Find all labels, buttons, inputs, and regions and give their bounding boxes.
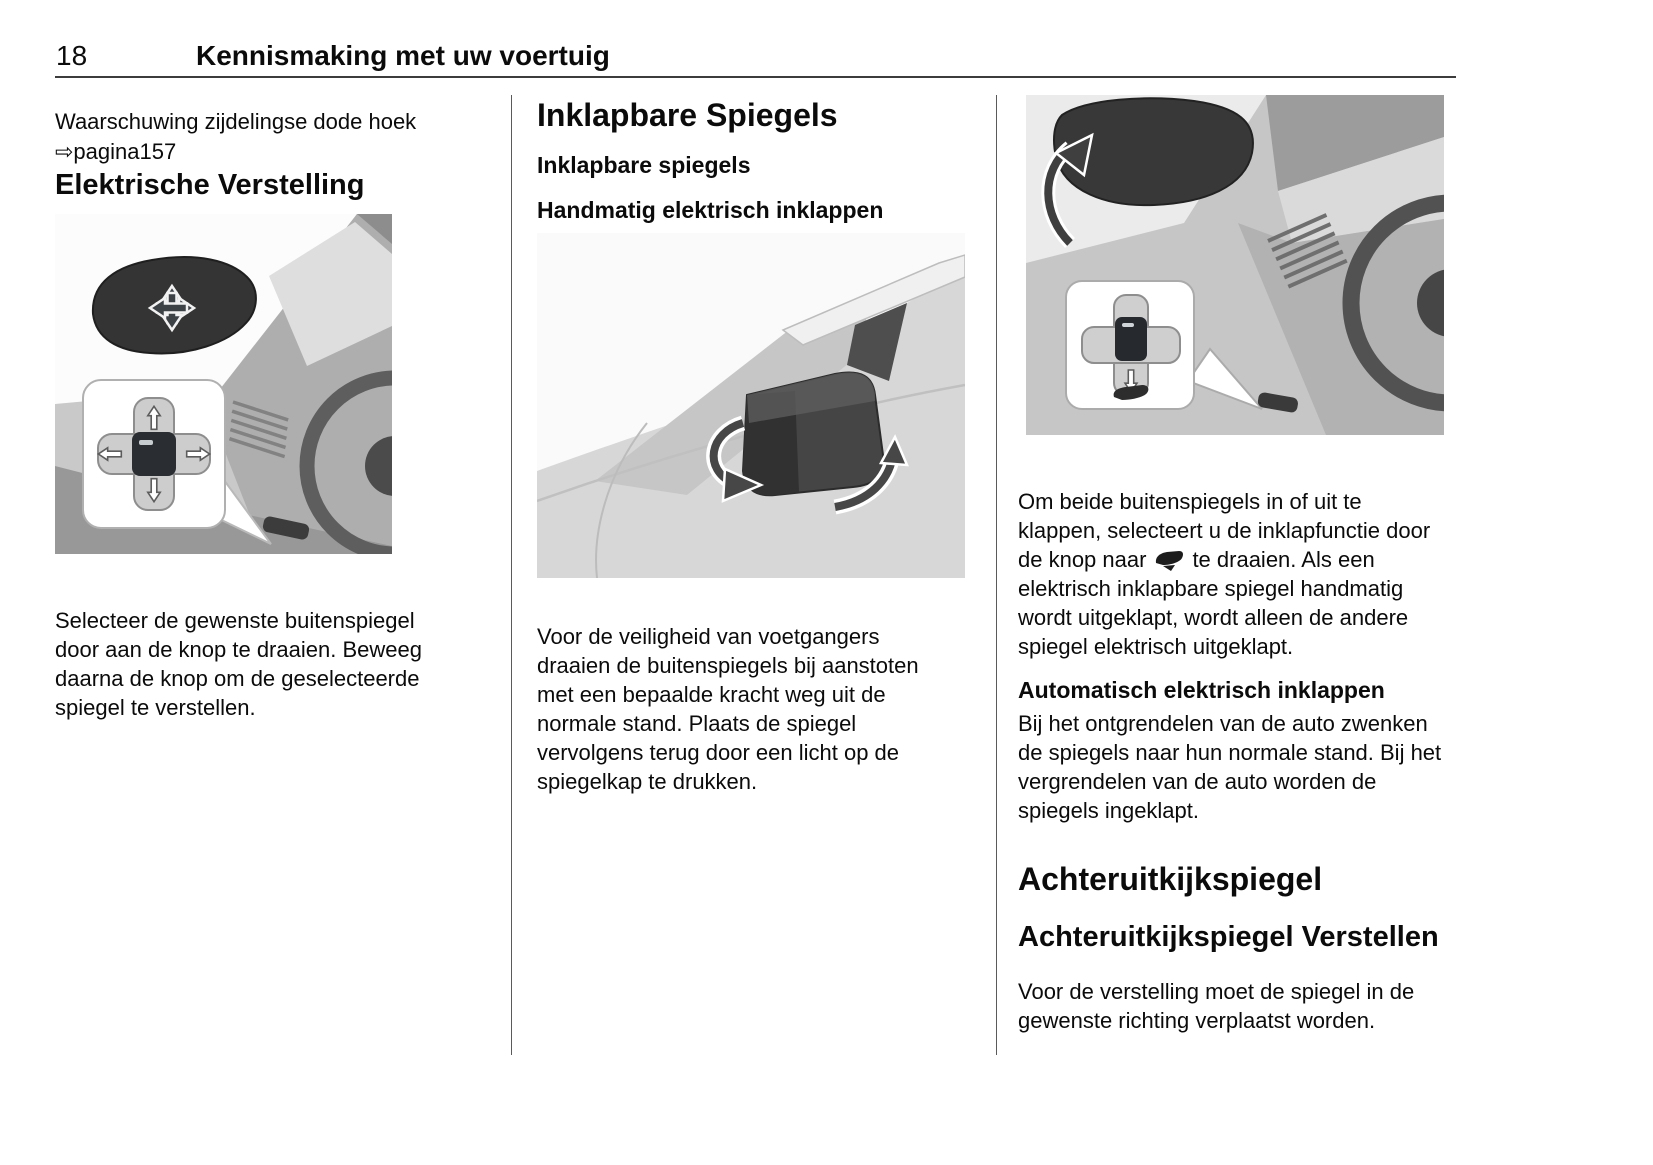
section-heading-electric-adjustment: Elektrische Verstelling (55, 169, 365, 201)
chapter-title: Kennismaking met uw voertuig (196, 40, 610, 71)
electric-adjustment-figure (55, 214, 392, 554)
header-rule (55, 76, 1456, 78)
middle-column (537, 95, 967, 796)
folded-mirror-illustration (743, 373, 883, 496)
electric-folding-figure (1026, 95, 1444, 435)
folding-function-text-2: te draaien. Als een elektrisch inklapbare spiegel handmatig wordt uitgeklapt, wordt alleen de andere spiegel elektrisch uitgeklapt. (1018, 547, 1409, 659)
automatic-folding-paragraph: Bij het ontgrendelen van de auto zwenken de spiegels naar hun normale stand. Bij het vergrendelen van de auto worden de spiegels ingeklapt. (1018, 710, 1442, 823)
manual-folding-figure (537, 233, 965, 578)
folding-function-text-1: Om beide buitenspiegels in of uit te klappen, selecteert u de inklapfunctie door de knop naar (1018, 489, 1431, 572)
warning-text: Waarschuwing zijdelingse dode hoek (55, 109, 417, 134)
electric-adjustment-paragraph: Selecteer de gewenste buitenspiegel door aan de knop te draaien. Beweeg daarna de knop om de geselecteerde spiegel te verstellen. (55, 608, 422, 721)
rearview-adjust-paragraph: Voor de verstelling moet de spiegel in de gewenste richting verplaatst worden. (1018, 978, 1415, 1033)
left-column (55, 95, 449, 722)
section-heading-folding-mirrors: Inklapbare Spiegels (537, 97, 838, 133)
subheading-folding-mirrors: Inklapbare spiegels (537, 151, 751, 178)
page-reference: ⇨pagina157 (55, 139, 177, 164)
folding-knob-inset (1066, 281, 1194, 409)
adjustment-knob-inset (83, 380, 225, 528)
subheading-rearview-adjust: Achteruitkijkspiegel Verstellen (1018, 921, 1439, 954)
blind-spot-warning-reference (55, 107, 449, 167)
fold-mirror-icon (1153, 549, 1185, 573)
column-divider-1 (511, 95, 512, 1055)
right-column (1018, 95, 1450, 1035)
folding-function-paragraph (1018, 487, 1450, 661)
subheading-automatic-folding: Automatisch elektrisch inklappen (1018, 677, 1385, 703)
subheading-manual-folding: Handmatig elektrisch inklappen (537, 197, 884, 224)
pedestrian-safety-paragraph: Voor de veiligheid van voetgangers draaien de buitenspiegels bij aanstoten met een bepaalde kracht weg uit de normale stand. Plaats de spiegel vervolgens terug door een licht op de spiegelkap te drukken. (537, 623, 919, 794)
section-heading-rearview-mirror: Achteruitkijkspiegel (1018, 860, 1323, 897)
column-divider-2 (996, 95, 997, 1055)
page-number: 18 (56, 40, 88, 71)
